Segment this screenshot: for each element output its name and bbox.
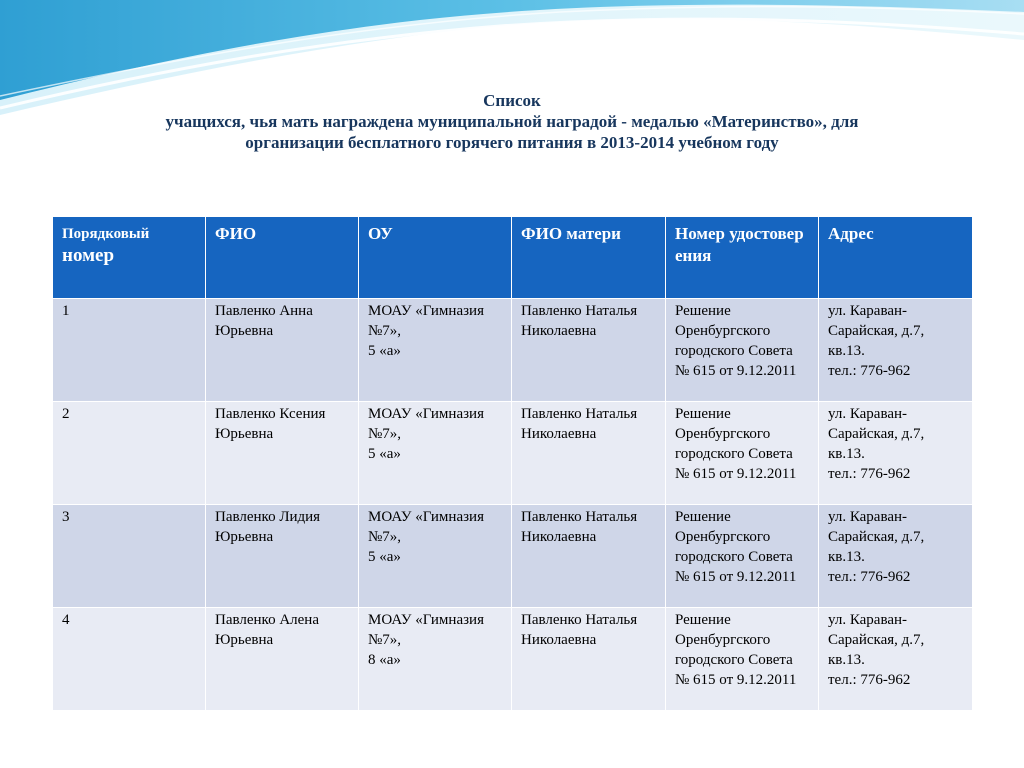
cell-address: ул. Караван-Сарайская, д.7, кв.13. тел.: 776-962	[819, 505, 973, 608]
cell-address: ул. Караван-Сарайская, д.7, кв.13. тел.: 776-962	[819, 608, 973, 711]
table-row	[53, 505, 973, 608]
cell-ou: МОАУ «Гимназия №7», 5 «а»	[359, 402, 512, 505]
cell-number: 4	[53, 608, 206, 711]
header-number: Порядковый номер	[53, 217, 206, 299]
cell-ou: МОАУ «Гимназия №7», 5 «а»	[359, 299, 512, 402]
cell-number: 1	[53, 299, 206, 402]
cell-fio: Павленко Лидия Юрьевна	[206, 505, 359, 608]
cell-fio: Павленко Алена Юрьевна	[206, 608, 359, 711]
header-mother: ФИО матери	[512, 217, 666, 299]
document-title	[0, 90, 1024, 153]
cell-address: ул. Караван-Сарайская, д.7, кв.13. тел.: 776-962	[819, 402, 973, 505]
students-table	[52, 216, 973, 711]
cell-cert: Решение Оренбургского городского Совета № 615 от 9.12.2011	[666, 608, 819, 711]
cell-mother: Павленко Наталья Николаевна	[512, 608, 666, 711]
title-line-3: организации бесплатного горячего питания в 2013-2014 учебном году	[245, 133, 779, 152]
cell-fio: Павленко Анна Юрьевна	[206, 299, 359, 402]
header-cert: Номер удостоверения	[666, 217, 819, 299]
cell-number: 3	[53, 505, 206, 608]
table-row	[53, 299, 973, 402]
header-fio: ФИО	[206, 217, 359, 299]
table-row	[53, 402, 973, 505]
cell-number: 2	[53, 402, 206, 505]
cell-ou: МОАУ «Гимназия №7», 8 «а»	[359, 608, 512, 711]
cell-ou: МОАУ «Гимназия №7», 5 «а»	[359, 505, 512, 608]
cell-cert: Решение Оренбургского городского Совета № 615 от 9.12.2011	[666, 505, 819, 608]
cell-mother: Павленко Наталья Николаевна	[512, 505, 666, 608]
header-address: Адрес	[819, 217, 973, 299]
cell-mother: Павленко Наталья Николаевна	[512, 299, 666, 402]
cell-mother: Павленко Наталья Николаевна	[512, 402, 666, 505]
cell-cert: Решение Оренбургского городского Совета № 615 от 9.12.2011	[666, 299, 819, 402]
title-line-1: Список	[483, 91, 541, 110]
table-header-row	[53, 217, 973, 299]
header-ou: ОУ	[359, 217, 512, 299]
cell-cert: Решение Оренбургского городского Совета № 615 от 9.12.2011	[666, 402, 819, 505]
cell-address: ул. Караван-Сарайская, д.7, кв.13. тел.: 776-962	[819, 299, 973, 402]
cell-fio: Павленко Ксения Юрьевна	[206, 402, 359, 505]
title-line-2: учащихся, чья мать награждена муниципальной наградой - медалью «Материнство», для	[165, 112, 859, 131]
table-row	[53, 608, 973, 711]
